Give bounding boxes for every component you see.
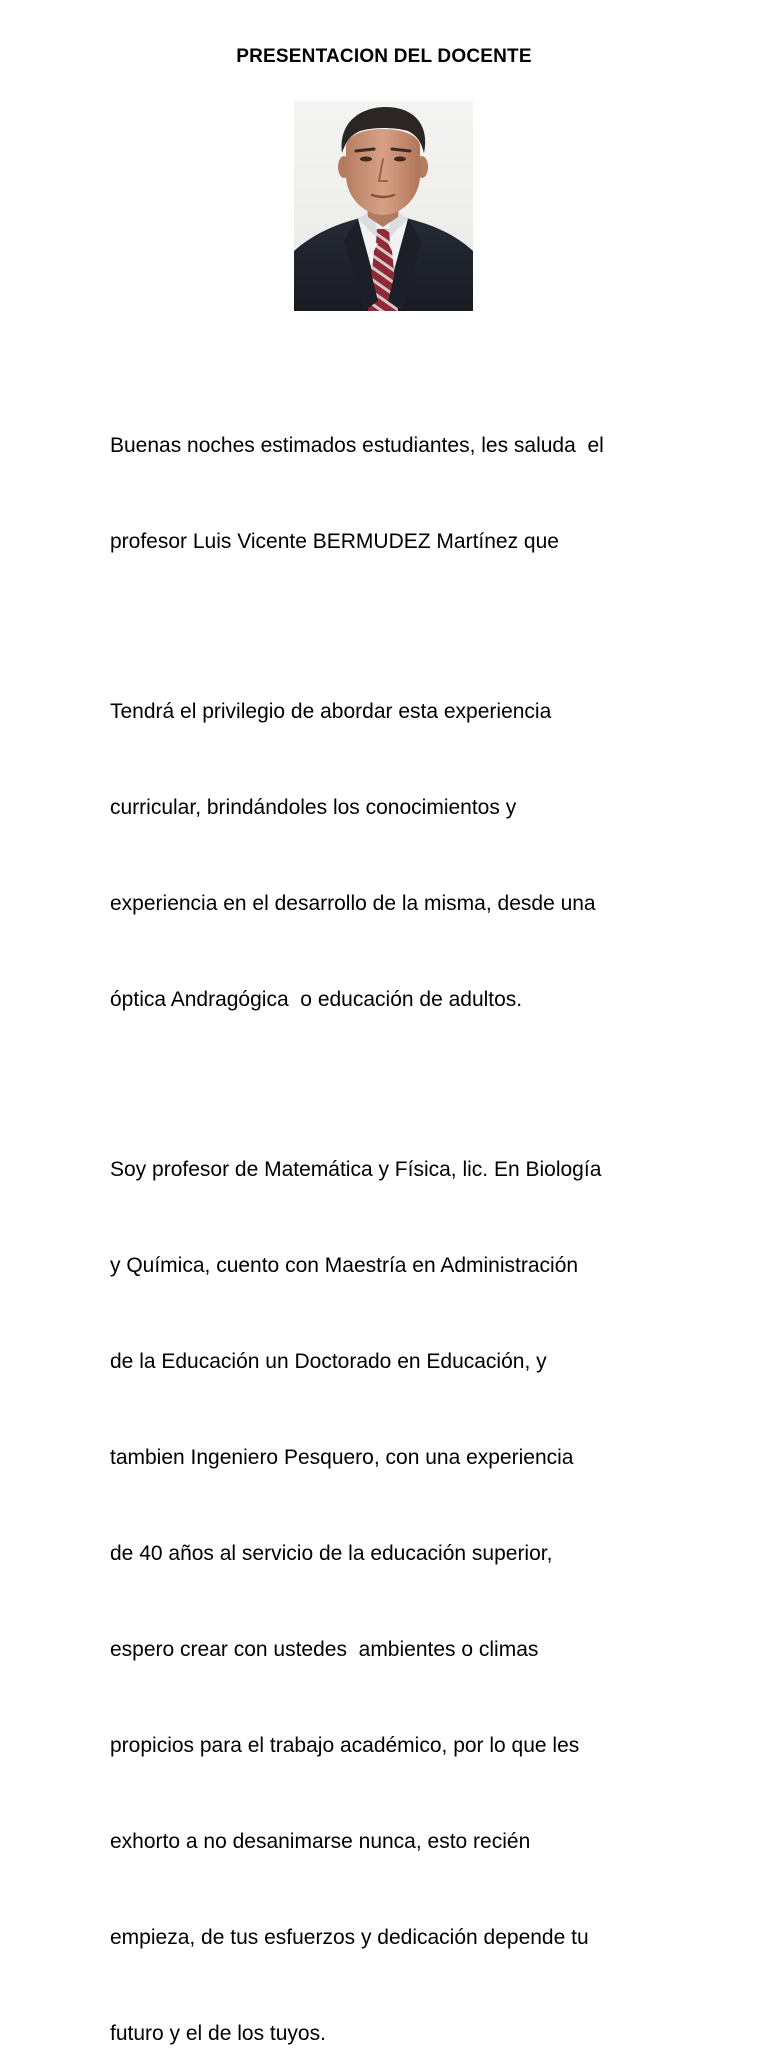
text-line: de 40 años al servicio de la educación superior,	[110, 1542, 553, 1565]
text-line: futuro y el de los tuyos.	[110, 2022, 326, 2045]
text-line: experiencia en el desarrollo de la misma, desde una	[110, 892, 596, 915]
presentation-text	[110, 366, 670, 2048]
text-line: espero crear con ustedes ambientes o climas	[110, 1638, 539, 1661]
paragraph-background	[110, 1090, 670, 2048]
text-line: profesor Luis Vicente BERMUDEZ Martínez que	[110, 530, 559, 553]
page-title: PRESENTACION DEL DOCENTE	[236, 46, 532, 67]
text-line: curricular, brindándoles los conocimientos y	[110, 796, 517, 819]
text-line: tambien Ingeniero Pesquero, con una experiencia	[110, 1446, 574, 1469]
text-line: y Química, cuento con Maestría en Administración	[110, 1254, 579, 1277]
text-line: exhorto a no desanimarse nunca, esto recién	[110, 1830, 531, 1853]
portrait-image	[294, 101, 473, 311]
text-line: empieza, de tus esfuerzos y dedicación depende tu	[110, 1926, 589, 1949]
text-line: óptica Andragógica o educación de adultos.	[110, 988, 523, 1011]
paragraph-greeting	[110, 366, 670, 622]
text-line: Tendrá el privilegio de abordar esta experiencia	[110, 700, 552, 723]
text-line: Soy profesor de Matemática y Física, lic. En Biología	[110, 1158, 602, 1181]
paragraph-purpose	[110, 632, 670, 1080]
text-line: de la Educación un Doctorado en Educación, y	[110, 1350, 547, 1373]
text-line: Buenas noches estimados estudiantes, les saluda el	[110, 434, 604, 457]
text-line: propicios para el trabajo académico, por lo que les	[110, 1734, 580, 1757]
teacher-photo	[294, 101, 473, 311]
